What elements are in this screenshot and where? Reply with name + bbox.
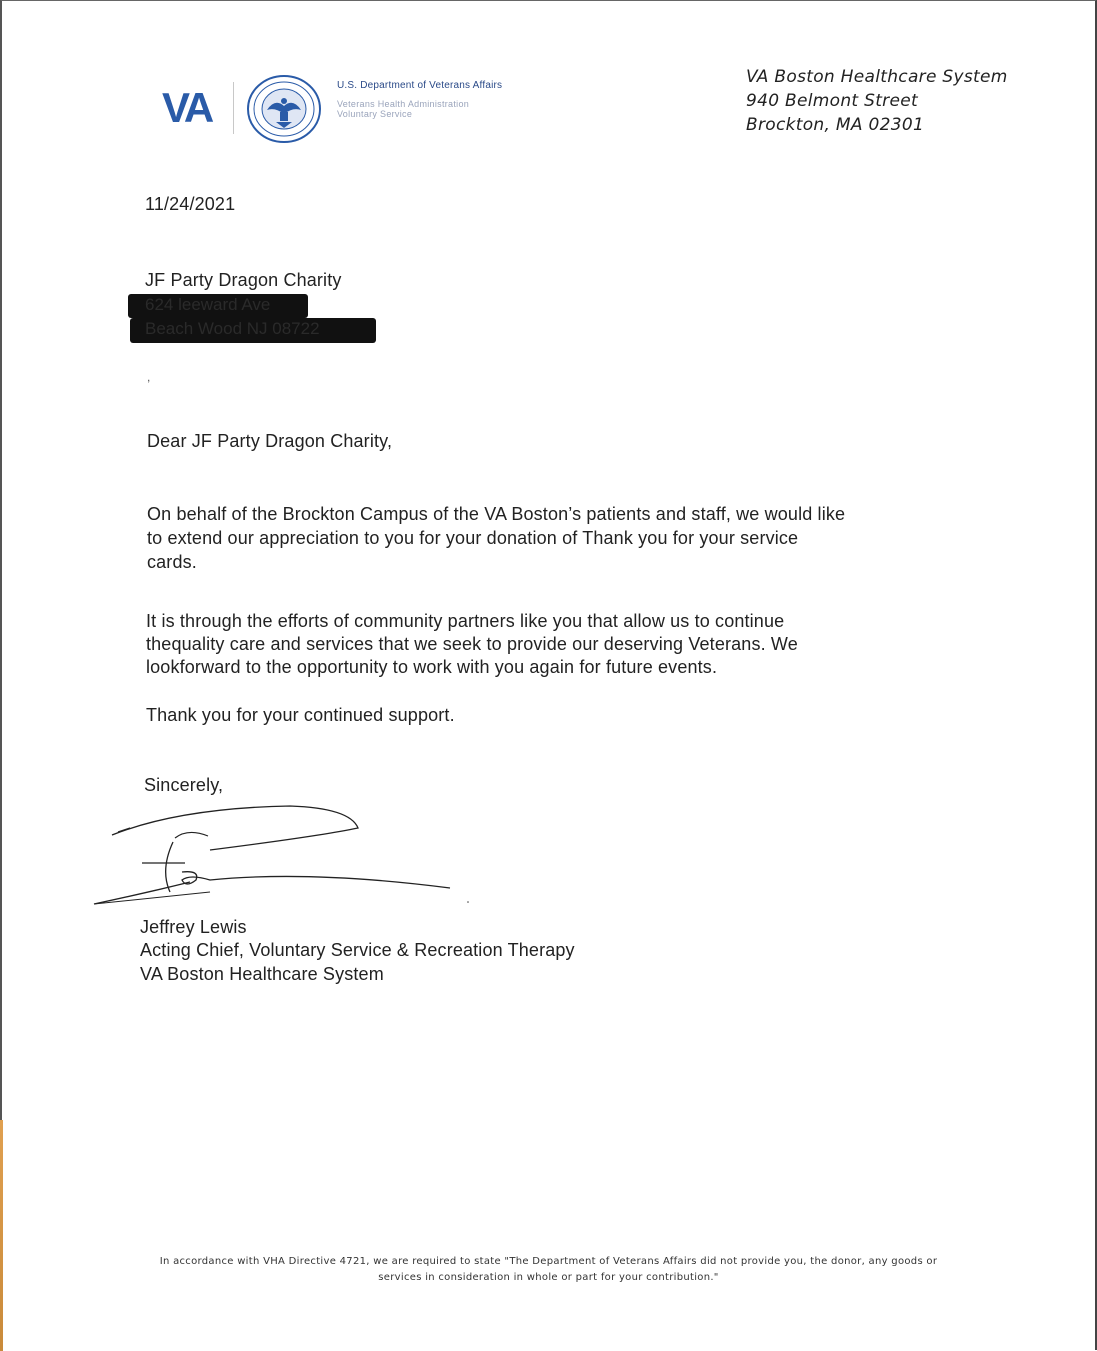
paragraph-1-line: cards. bbox=[147, 552, 197, 572]
signer-title: Acting Chief, Voluntary Service & Recreation Therapy bbox=[140, 940, 575, 960]
department-block bbox=[337, 80, 502, 119]
footer-disclaimer-line-2: services in consideration in whole or part for your contribution." bbox=[378, 1272, 719, 1283]
paragraph-1-line: to extend our appreciation to you for your donation of Thank you for your service bbox=[147, 528, 799, 548]
signer-name: Jeffrey Lewis bbox=[140, 917, 247, 937]
letter-date: 11/24/2021 bbox=[145, 194, 236, 214]
return-address-line-2: 940 Belmont Street bbox=[746, 91, 918, 111]
handwritten-signature bbox=[90, 800, 480, 917]
department-subline-1: Veterans Health Administration bbox=[337, 99, 470, 109]
recipient-name: JF Party Dragon Charity bbox=[145, 270, 342, 290]
recipient-address-line-2: Beach Wood NJ 08722 bbox=[145, 319, 320, 338]
return-address-line-3: Brockton, MA 02301 bbox=[746, 115, 925, 135]
paragraph-1-line: On behalf of the Brockton Campus of the VA Boston’s patients and staff, we would like bbox=[147, 504, 846, 524]
closing: Sincerely, bbox=[144, 775, 224, 795]
va-seal-icon bbox=[245, 74, 323, 149]
recipient-address-line-1: 624 leeward Ave bbox=[145, 295, 271, 314]
footer-disclaimer-line-1: In accordance with VHA Directive 4721, we are required to state "The Department of Veterans Affairs did not provide you, the donor, any goods or bbox=[159, 1256, 938, 1267]
paragraph-2-line: It is through the efforts of community partners like you that allow us to continue bbox=[146, 611, 785, 631]
stray-mark: , bbox=[147, 370, 151, 384]
logo-divider bbox=[233, 82, 234, 134]
department-subline-2: Voluntary Service bbox=[337, 109, 413, 119]
return-address-line-1: VA Boston Healthcare System bbox=[746, 67, 1008, 87]
va-logo: VA bbox=[162, 84, 212, 131]
scan-edge bbox=[0, 1120, 3, 1351]
paragraph-2-line: thequality care and services that we seek to provide our deserving Veterans. We bbox=[146, 634, 798, 654]
paragraph-3: Thank you for your continued support. bbox=[146, 705, 455, 725]
signer-organization: VA Boston Healthcare System bbox=[140, 964, 384, 984]
department-name: U.S. Department of Veterans Affairs bbox=[337, 80, 503, 91]
salutation: Dear JF Party Dragon Charity, bbox=[147, 431, 393, 451]
paragraph-2-line: lookforward to the opportunity to work with you again for future events. bbox=[146, 657, 718, 677]
